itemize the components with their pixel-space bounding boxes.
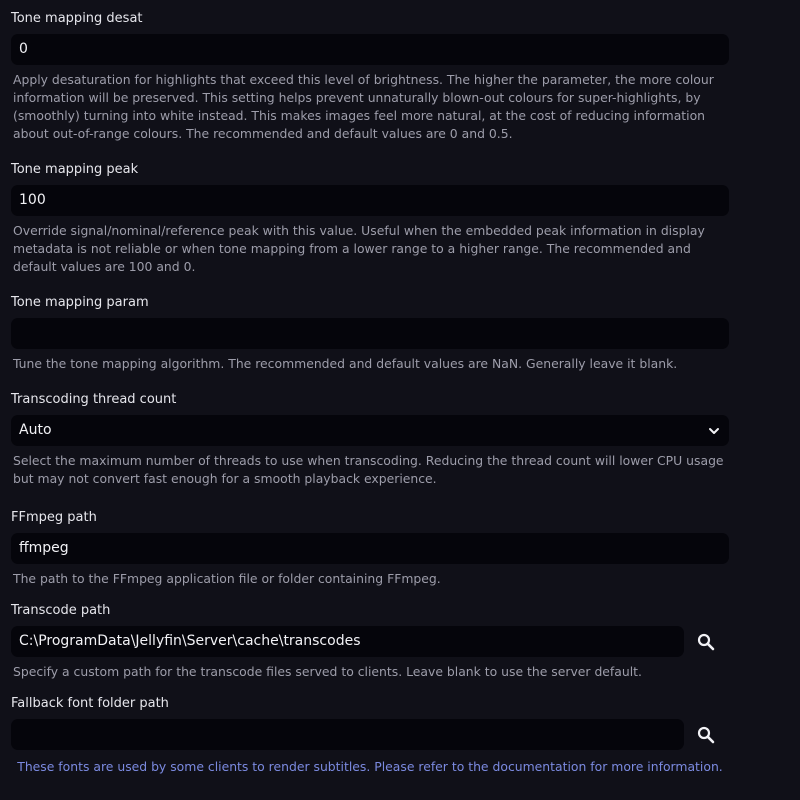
tone-mapping-desat-input[interactable]: 0 xyxy=(11,34,729,65)
tone-mapping-param-input[interactable] xyxy=(11,318,729,349)
search-icon xyxy=(697,726,715,744)
transcode-path-row xyxy=(11,626,729,657)
transcoding-thread-count-description: Select the maximum number of threads to use when transcoding. Reducing the thread count will lower CPU usage but may not convert fast enough for a smooth playback experience. xyxy=(13,453,724,486)
transcode-path-browse-button[interactable] xyxy=(693,629,719,655)
transcoding-thread-count-select[interactable] xyxy=(11,415,729,446)
tone-mapping-param-field xyxy=(11,294,729,373)
tone-mapping-peak-input[interactable]: 100 xyxy=(11,185,729,216)
ffmpeg-path-description: The path to the FFmpeg application file or folder containing FFmpeg. xyxy=(13,571,441,586)
tone-mapping-desat-description: Apply desaturation for highlights that exceed this level of brightness. The higher the parameter, the more colour information will be preserved. This setting helps prevent unnaturally blown-out colours for super-highlights, by (smoothly) turning into white instead. This makes images feel more natural, at the cost of reducing information about out-of-range colours. The recommended and default values are 0 and 0.5. xyxy=(13,72,714,141)
chevron-down-icon xyxy=(707,424,721,438)
transcode-path-field xyxy=(11,602,729,681)
tone-mapping-desat-label: Tone mapping desat xyxy=(11,11,143,26)
ffmpeg-path-input[interactable]: ffmpeg xyxy=(11,533,729,564)
fallback-font-folder-path-input[interactable] xyxy=(11,719,684,750)
tone-mapping-desat-field xyxy=(11,10,729,143)
transcoding-thread-count-field xyxy=(11,391,729,488)
fallback-font-folder-browse-button[interactable] xyxy=(693,722,719,748)
fallback-font-folder-path-description: These fonts are used by some clients to render subtitles. Please refer to the documentation for more information. xyxy=(17,759,723,774)
search-icon xyxy=(697,633,715,651)
transcode-path-description: Specify a custom path for the transcode files served to clients. Leave blank to use the server default. xyxy=(13,664,642,679)
fallback-font-folder-path-row xyxy=(11,719,729,750)
transcode-path-label: Transcode path xyxy=(11,603,111,618)
transcoding-thread-count-label: Transcoding thread count xyxy=(11,392,177,407)
tone-mapping-peak-description: Override signal/nominal/reference peak with this value. Useful when the embedded peak information in display metadata is not reliable or when tone mapping from a lower range to a higher range. The recommended and default values are 100 and 0. xyxy=(13,223,705,274)
transcoding-thread-count-selected: Auto xyxy=(19,422,52,438)
ffmpeg-path-field xyxy=(11,509,729,588)
transcode-path-input[interactable]: C:\ProgramData\Jellyfin\Server\cache\transcodes xyxy=(11,626,684,657)
fallback-font-folder-path-field xyxy=(11,695,729,776)
tone-mapping-peak-field xyxy=(11,161,729,276)
tone-mapping-param-description: Tune the tone mapping algorithm. The recommended and default values are NaN. Generally leave it blank. xyxy=(13,356,678,371)
ffmpeg-path-label: FFmpeg path xyxy=(11,510,97,525)
fallback-font-folder-path-label: Fallback font folder path xyxy=(11,696,169,711)
tone-mapping-peak-label: Tone mapping peak xyxy=(11,162,139,177)
tone-mapping-param-label: Tone mapping param xyxy=(11,295,149,310)
